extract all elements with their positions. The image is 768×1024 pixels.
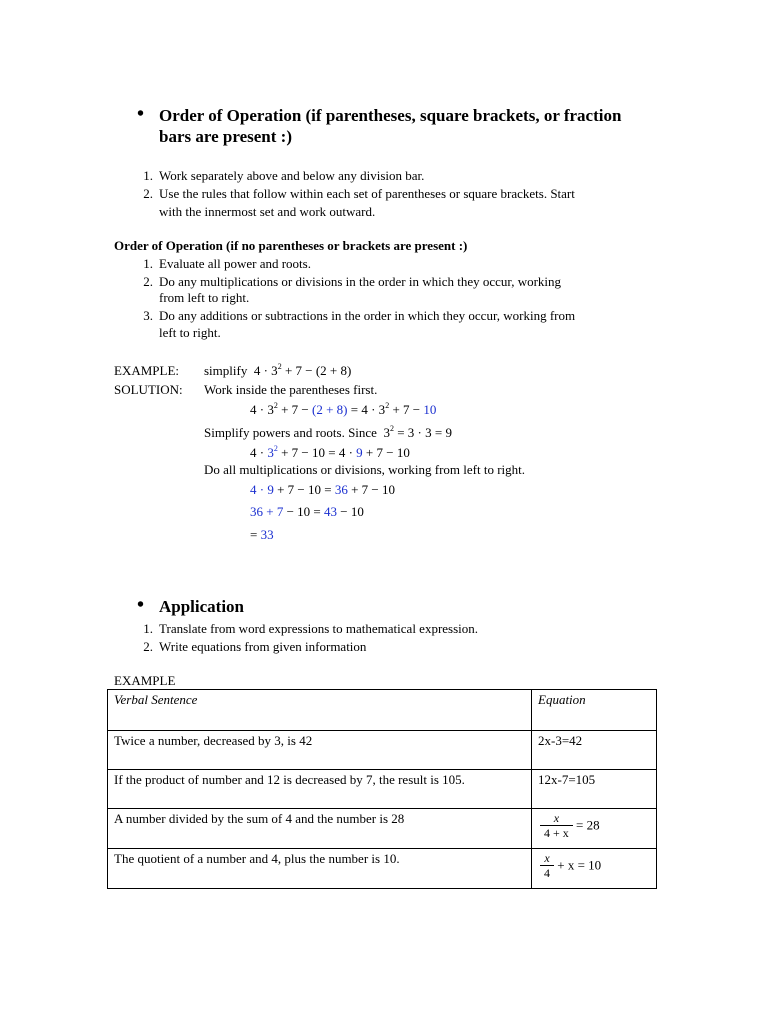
table-header-row	[108, 690, 657, 731]
list-item-continuation: left to right.	[159, 325, 221, 340]
table-row	[108, 849, 657, 889]
list-item: 1. Evaluate all power and roots.	[143, 256, 311, 271]
table-row	[108, 731, 657, 770]
solution-label: SOLUTION:	[114, 382, 183, 397]
step3-math-2: 36 + 7 − 10 = 43 − 10	[250, 504, 364, 519]
list-item-continuation: from left to right.	[159, 290, 250, 305]
step3-result: = 33	[250, 527, 274, 542]
list-item: 1. Translate from word expressions to mathematical expression.	[143, 621, 479, 636]
bullet-icon: •	[137, 103, 145, 125]
list-item: 3. Do any additions or subtractions in the order in which they occur, working from	[143, 308, 576, 323]
list-item: 2. Write equations from given information	[143, 639, 367, 654]
section1-heading-line2: bars are present :)	[159, 127, 292, 146]
step1-text: Work inside the parentheses first.	[204, 382, 378, 397]
list-item: 2. Use the rules that follow within each set of parentheses or square brackets. Start	[143, 186, 575, 201]
section2-heading: Order of Operation (if no parentheses or brackets are present :)	[114, 238, 468, 253]
list-item: 2. Do any multiplications or divisions in the order in which they occur, working	[143, 274, 562, 289]
verbal-cell: A number divided by the sum of 4 and the number is 28	[108, 809, 532, 849]
step3-text: Do all multiplications or divisions, working from left to right.	[204, 462, 525, 477]
application-heading: Application	[159, 597, 245, 616]
step2-math: $4 \cdot 3^2 + 7 - 10 = 4 \cdot 9 + 7 - 10$	[250, 444, 410, 460]
header-verbal: Verbal Sentence	[108, 690, 532, 731]
step1-math: $4 \cdot 3^2 + 7 - (2 + 8) = 4 \cdot 3^2 + 7 - 10$	[250, 401, 437, 417]
equation-cell: $\frac{x}{4}$ + x = 10	[532, 849, 657, 889]
header-equation: Equation	[532, 690, 657, 731]
step2-text: Simplify powers and roots. Since $3^2 = 3 \cdot 3 = 9$	[204, 424, 452, 440]
step3-math-1: 4 · 9 + 7 − 10 = 36 + 7 − 10	[250, 482, 396, 497]
section1-heading-line1: Order of Operation (if parentheses, square brackets, or fraction	[159, 106, 622, 125]
list-item: 1. Work separately above and below any division bar.	[143, 168, 425, 183]
verbal-cell: The quotient of a number and 4, plus the number is 10.	[108, 849, 532, 889]
equation-cell: 12x-7=105	[532, 770, 657, 809]
verbal-equation-table	[107, 689, 657, 889]
verbal-cell: If the product of number and 12 is decreased by 7, the result is 105.	[108, 770, 532, 809]
verbal-cell: Twice a number, decreased by 3, is 42	[108, 731, 532, 770]
list-item-continuation: with the innermost set and work outward.	[159, 204, 376, 219]
equation-cell: $\frac{x}{4 + x}$ = 28	[532, 809, 657, 849]
example-problem: simplify $4 \cdot 3^2 + 7 - (2 + 8)$	[204, 362, 352, 378]
bullet-icon: •	[137, 594, 145, 616]
table-row	[108, 809, 657, 849]
fraction: $\frac{x}{4 + x}$	[540, 811, 573, 840]
fraction: $\frac{x}{4}$	[540, 851, 554, 880]
table-row	[108, 770, 657, 809]
table-example-label: EXAMPLE	[114, 673, 176, 688]
equation-cell: 2x-3=42	[532, 731, 657, 770]
example-label: EXAMPLE:	[114, 363, 179, 378]
